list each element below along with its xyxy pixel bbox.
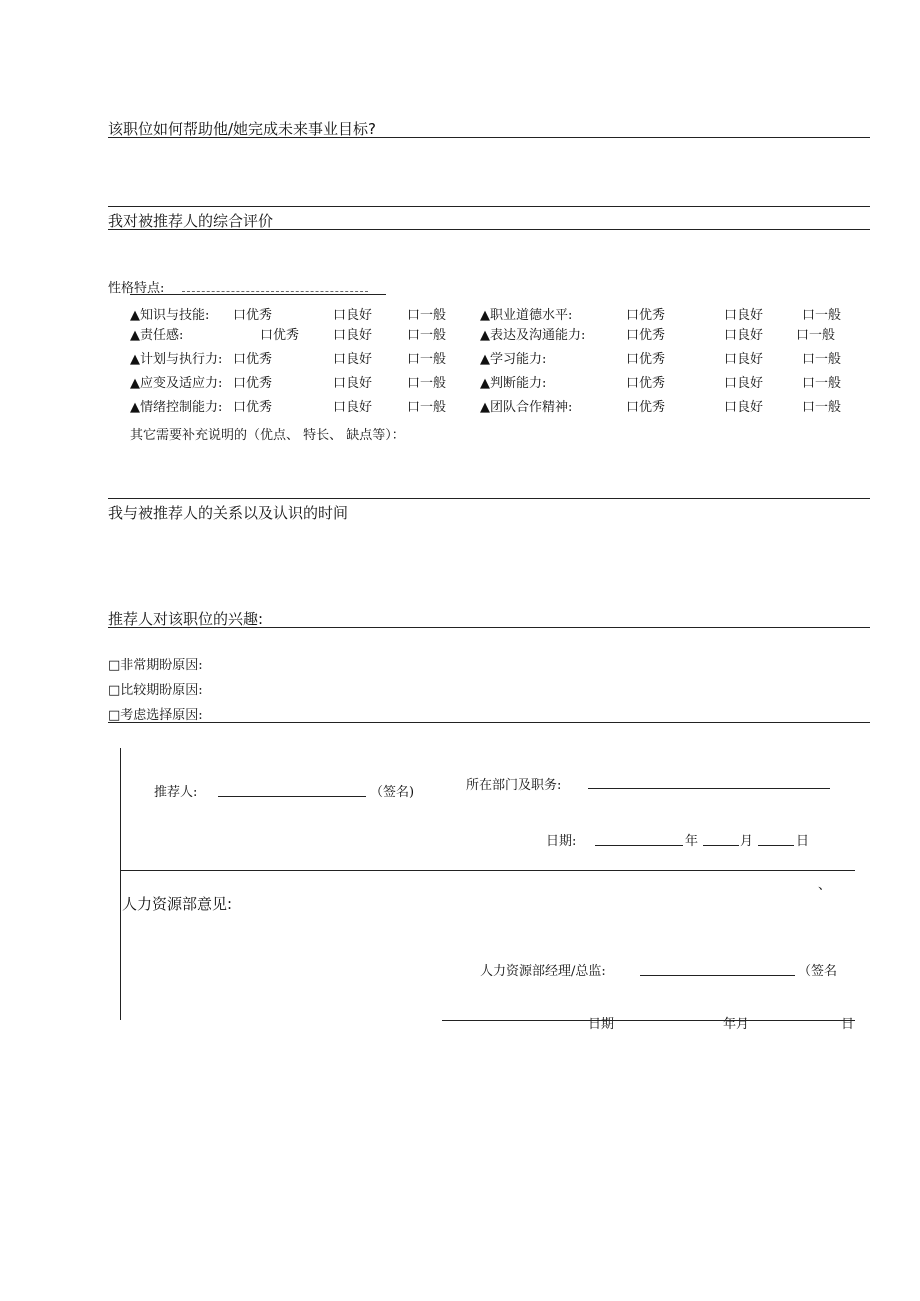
rating-label-left: ▲计划与执行力: — [130, 352, 223, 367]
section-relationship: 我与被推荐人的关系以及认识的时间 — [108, 504, 349, 522]
option-excellent[interactable]: 口优秀 — [233, 400, 273, 415]
year-input-line[interactable] — [595, 845, 683, 846]
option-average[interactable]: 口一般 — [802, 352, 842, 367]
option-excellent[interactable]: 口优秀 — [233, 376, 273, 391]
hr-date-label: 日期 — [588, 1017, 615, 1032]
option-excellent[interactable]: 口优秀 — [626, 308, 666, 323]
option-average[interactable]: 口一般 — [407, 376, 447, 391]
hr-day-label: 日 — [841, 1017, 855, 1032]
option-excellent[interactable]: 口优秀 — [626, 400, 666, 415]
option-excellent[interactable]: 口优秀 — [233, 352, 273, 367]
other-notes-label: 其它需要补充说明的（优点、 特长、 缺点等）： — [130, 428, 405, 443]
rating-label-left: ▲情绪控制能力: — [130, 400, 223, 415]
option-good[interactable]: 口良好 — [724, 376, 764, 391]
option-good[interactable]: 口良好 — [724, 328, 764, 343]
dept-label: 所在部门及职务: — [466, 778, 562, 793]
referrer-label: 推荐人: — [154, 785, 198, 800]
divider — [108, 206, 870, 207]
option-average[interactable]: 口一般 — [802, 376, 842, 391]
month-label: 月 — [740, 834, 754, 849]
option-excellent[interactable]: 口优秀 — [626, 376, 666, 391]
day-label: 日 — [796, 834, 810, 849]
interest-option-1[interactable]: □非常期盼原因: — [108, 658, 203, 673]
section-interest: 推荐人对该职位的兴趣: — [108, 610, 264, 628]
interest-option-2[interactable]: □比较期盼原因: — [108, 683, 203, 698]
rating-label-right: ▲判断能力: — [480, 376, 547, 391]
dept-input-line[interactable] — [588, 788, 830, 789]
option-good[interactable]: 口良好 — [333, 328, 373, 343]
rating-label-right: ▲团队合作精神: — [480, 400, 573, 415]
day-input-line[interactable] — [758, 845, 794, 846]
hr-title: 人力资源部意见: — [122, 895, 233, 913]
option-good[interactable]: 口良好 — [333, 376, 373, 391]
personality-dashed — [182, 291, 368, 292]
option-excellent[interactable]: 口优秀 — [233, 308, 273, 323]
option-average[interactable]: 口一般 — [802, 308, 842, 323]
option-average[interactable]: 口一般 — [407, 328, 447, 343]
interest-option-3[interactable]: □考虑选择原因: — [108, 708, 203, 723]
option-excellent[interactable]: 口优秀 — [260, 328, 300, 343]
divider — [108, 137, 870, 138]
option-excellent[interactable]: 口优秀 — [626, 352, 666, 367]
option-average[interactable]: 口一般 — [407, 352, 447, 367]
option-good[interactable]: 口良好 — [333, 400, 373, 415]
hr-year-month-label: 年月 — [723, 1017, 750, 1032]
hr-sign-line[interactable] — [640, 975, 795, 976]
option-good[interactable]: 口良好 — [333, 352, 373, 367]
option-average[interactable]: 口一般 — [802, 400, 842, 415]
section-career-goal: 该职位如何帮助他/她完成未来事业目标? — [108, 120, 377, 138]
option-average[interactable]: 口一般 — [407, 308, 447, 323]
hr-sign-note: （签名 — [798, 964, 838, 979]
month-input-line[interactable] — [703, 845, 739, 846]
date-label: 日期: — [546, 834, 577, 849]
hr-manager-label: 人力资源部经理/总监: — [480, 964, 606, 979]
referrer-sign-note: （签名) — [370, 785, 415, 800]
rating-label-left: ▲应变及适应力: — [130, 376, 223, 391]
box-left-border — [120, 748, 121, 1020]
option-good[interactable]: 口良好 — [724, 308, 764, 323]
referrer-sign-line[interactable] — [218, 796, 366, 797]
personality-input-line[interactable] — [130, 294, 386, 295]
divider — [108, 627, 870, 628]
option-average[interactable]: 口一般 — [407, 400, 447, 415]
divider — [108, 229, 870, 230]
rating-label-right: ▲表达及沟通能力: — [480, 328, 586, 343]
rating-label-right: ▲学习能力: — [480, 352, 547, 367]
option-average[interactable]: 口一般 — [796, 328, 836, 343]
option-good[interactable]: 口良好 — [333, 308, 373, 323]
divider — [108, 722, 870, 723]
option-excellent[interactable]: 口优秀 — [626, 328, 666, 343]
rating-label-right: ▲职业道德水平: — [480, 308, 573, 323]
personality-label: 性格特点: — [108, 281, 165, 296]
box-divider — [120, 870, 855, 871]
rating-label-left: ▲知识与技能: — [130, 308, 210, 323]
year-label: 年 — [685, 834, 699, 849]
divider — [108, 498, 870, 499]
option-good[interactable]: 口良好 — [724, 352, 764, 367]
hr-date-line[interactable] — [442, 1020, 855, 1021]
rating-label-left: ▲责任感: — [130, 328, 184, 343]
section-overall-eval: 我对被推荐人的综合评价 — [108, 212, 274, 230]
option-good[interactable]: 口良好 — [724, 400, 764, 415]
comma-mark: 、 — [818, 878, 832, 893]
